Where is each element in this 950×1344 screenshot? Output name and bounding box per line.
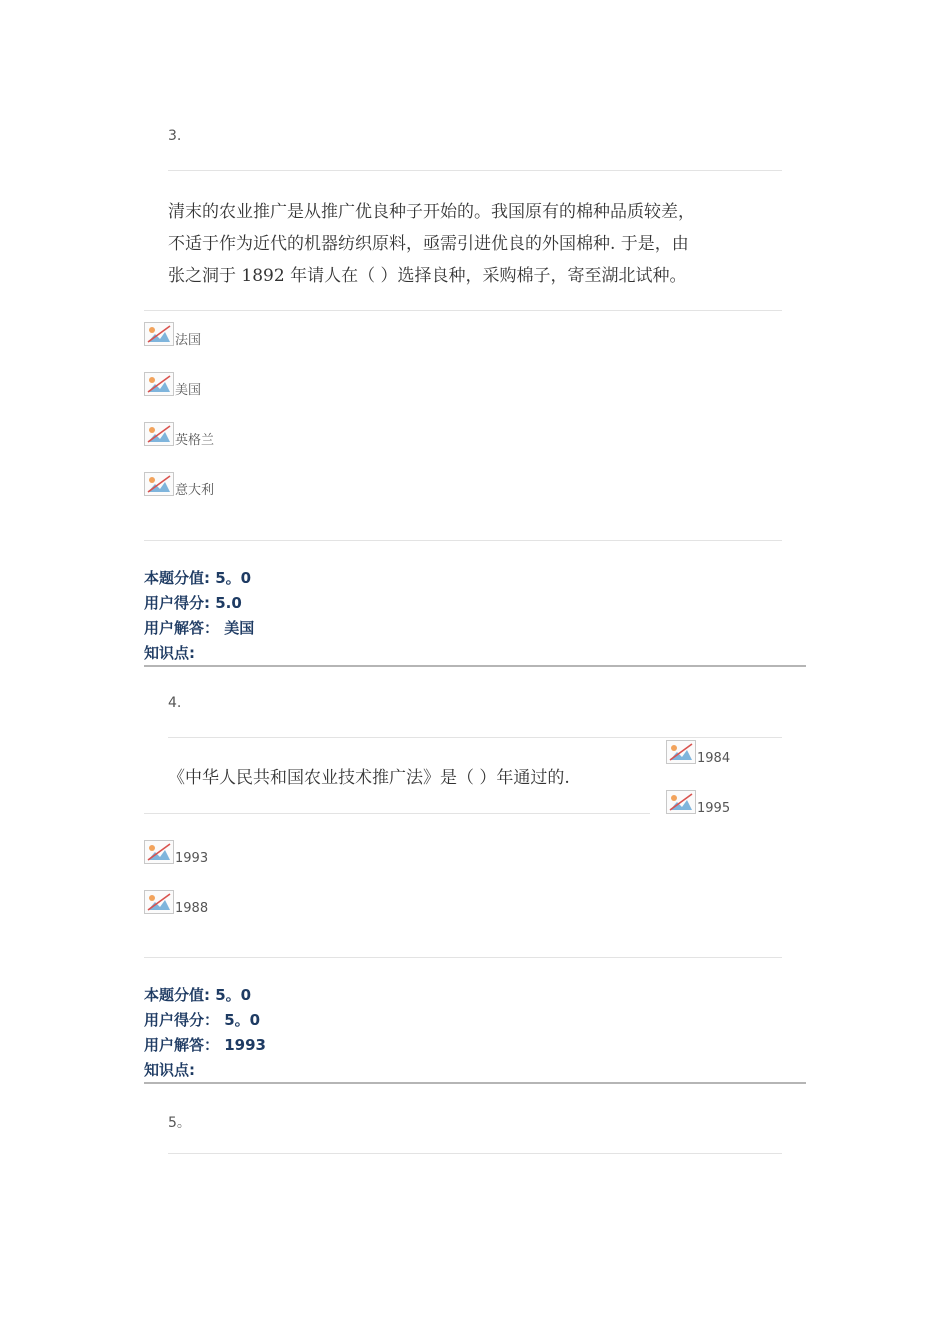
option-1988[interactable]: [144, 888, 208, 914]
option-1984[interactable]: [666, 738, 730, 764]
section-divider: [144, 665, 806, 667]
option-label: 意大利: [175, 483, 215, 498]
option-yinggelan[interactable]: [144, 420, 214, 446]
user-score: 用户得分: 5.0: [144, 594, 242, 612]
question-text-line: 不适于作为近代的机器纺织原料，亟需引进优良的外国棉种. 于是，由: [168, 234, 689, 254]
divider: [144, 310, 782, 311]
question-text-line: 张之洞于 1892 年请人在（ ）选择良种，采购棉子，寄至湖北试种。: [168, 266, 687, 286]
question-score: 本题分值: 5。0: [144, 569, 252, 587]
question-number: 5。: [168, 1115, 191, 1131]
section-divider: [144, 1082, 806, 1084]
divider: [168, 1153, 782, 1154]
question-text-line: 《中华人民共和国农业技术推广法》是（ ）年通过的.: [168, 768, 570, 788]
broken-image-icon: [144, 372, 174, 396]
question-text-line: 清末的农业推广是从推广优良种子开始的。我国原有的棉种品质较差，: [168, 202, 695, 222]
option-yidali[interactable]: [144, 470, 214, 496]
question-score: 本题分值: 5。0: [144, 986, 252, 1004]
option-label: 1993: [175, 851, 209, 866]
divider: [144, 957, 782, 958]
user-answer: 用户解答： 美国: [144, 619, 255, 637]
option-faguo[interactable]: [144, 320, 201, 346]
broken-image-icon: [666, 790, 696, 814]
broken-image-icon: [144, 322, 174, 346]
option-label: 美国: [175, 383, 202, 398]
broken-image-icon: [666, 740, 696, 764]
score-block: [144, 983, 266, 1083]
user-score: 用户得分： 5。0: [144, 1011, 261, 1029]
option-label: 1995: [697, 801, 731, 816]
option-meiguo[interactable]: [144, 370, 201, 396]
question-number: 4.: [168, 695, 182, 711]
option-1995[interactable]: [666, 788, 730, 814]
option-label: 1988: [175, 901, 209, 916]
option-label: 英格兰: [175, 433, 215, 448]
broken-image-icon: [144, 472, 174, 496]
knowledge-point: 知识点:: [144, 1061, 195, 1079]
option-label: 1984: [697, 751, 731, 766]
divider: [144, 540, 782, 541]
user-answer: 用户解答： 1993: [144, 1036, 266, 1054]
option-label: 法国: [175, 333, 202, 348]
divider: [168, 170, 782, 171]
broken-image-icon: [144, 890, 174, 914]
broken-image-icon: [144, 840, 174, 864]
broken-image-icon: [144, 422, 174, 446]
knowledge-point: 知识点:: [144, 644, 195, 662]
question-number: 3.: [168, 128, 182, 144]
question-text: [168, 762, 648, 794]
question-text: [168, 196, 768, 292]
divider: [144, 813, 650, 814]
score-block: [144, 566, 254, 666]
option-1993[interactable]: [144, 838, 208, 864]
